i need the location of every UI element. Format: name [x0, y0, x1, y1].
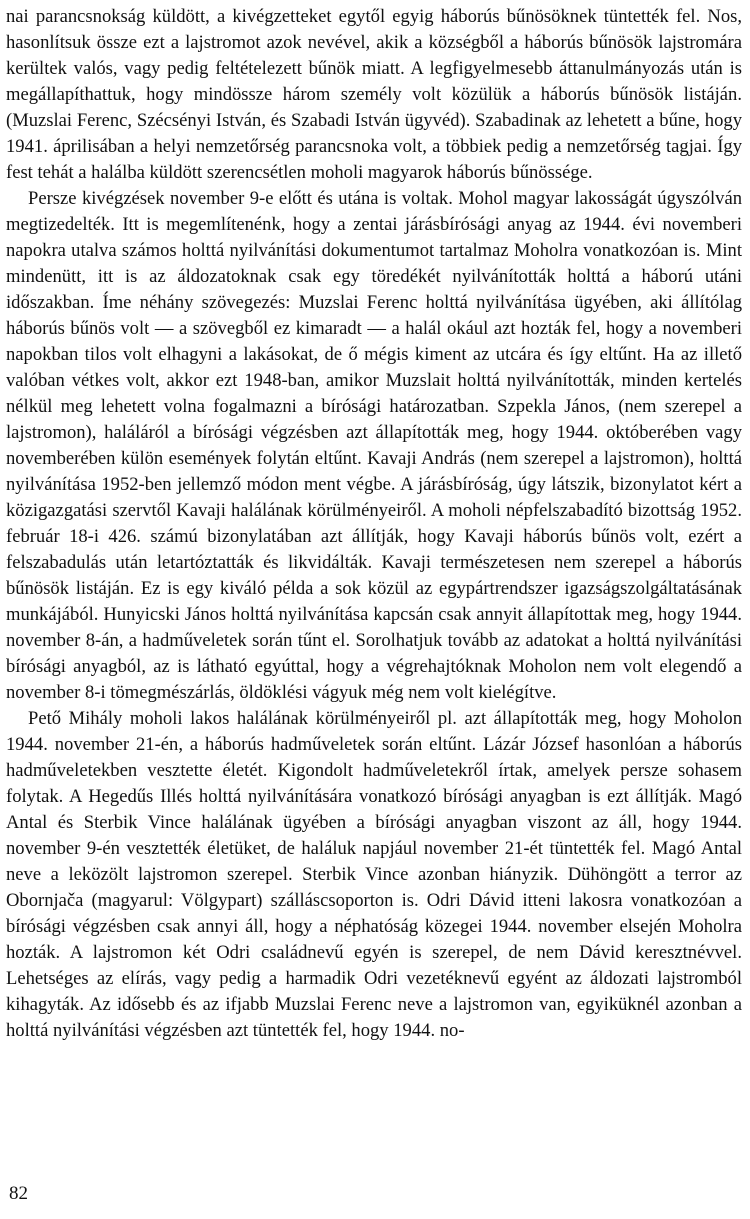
page-body: [6, 4, 742, 1044]
paragraph-2: Persze kivégzések november 9-e előtt és utána is voltak. Mohol magyar lakosságát úgyszólván megtizedelték. Itt is megemlítenénk, hogy a zentai járásbírósági anyag az 1944. évi novemberi napokra utalva számos holttá nyilvánítási dokumentumot tartalmaz Moholra vonatkozóan is. Mint mindenütt, itt is az áldozatoknak csak egy töredékét nyilvánították holttá a háború utáni időszakban. Íme néhány szövegezés: Muzslai Ferenc holttá nyilvánítása ügyében, aki állítólag háborús bűnös volt — a szövegből ez kimaradt — a halál okául azt hozták fel, hogy a novemberi napokban tilos volt elhagyni a lakásokat, de ő mégis kiment az utcára és így eltűnt. Ha az illető valóban vétkes volt, akkor ezt 1948-ban, amikor Muzslait holttá nyilvánították, minden kertelés nélkül meg lehetett volna fogalmazni a bírósági határozatban. Szpekla János, (nem szerepel a lajstromon), haláláról a bírósági végzésben azt állapították meg, hogy 1944. októberében vagy novemberében külön események folytán eltűnt. Kavaji András (nem szerepel a lajstromon), holttá nyilvánítása 1952-ben jellemző módon ment végbe. A járásbíróság, úgy látszik, bizonylatot kért a közigazgatási szervtől Kavaji halálának körülményeiről. A moholi népfelszabadító bizottság 1952. február 18-i 426. számú bizonylatában azt állítják, hogy Kavaji háborús bűnös volt, ezért a felszabadulás után letartóztatták és likvidálták. Kavaji természetesen nem szerepel a háborús bűnösök listáján. Ez is egy kiváló példa a sok közül az egypártrendszer igazságszolgáltatásának munkájából. Hunyicski János holttá nyilvánítása kapcsán csak annyit állapítottak meg, hogy 1944. november 8-án, a hadműveletek során tűnt el. Sorolhatjuk tovább az adatokat a holttá nyilvánítási bírósági anyagból, az is látható egyúttal, hogy a végrehajtóknak Moholon nem volt elegendő a november 8-i tömegmészárlás, öldöklési vágyuk még nem volt kielégítve.: [6, 188, 742, 703]
page-number: 82: [9, 1183, 28, 1204]
paragraph-1: nai parancsnokság küldött, a kivégzetteket egytől egyig háborús bűnösöknek tüntették fel. Nos, hasonlítsuk össze ezt a lajstromot azok nevével, akik a községből a háborús bűnösök lajstromára kerültek valós, vagy pedig feltételezett bűnök miatt. A legfigyelmesebb áttanulmányozás után is megállapíthattuk, hogy mindössze három személy volt közülük a háborús bűnösök listáján. (Muzslai Ferenc, Szécsényi István, és Szabadi István ügyvéd). Szabadinak az lehetett a bűne, hogy 1941. áprilisában a helyi nemzetőrség parancsnoka volt, a többiek pedig a nemzetőrség tagjai. Így fest tehát a halálba küldött szerencsétlen moholi magyarok háborús bűnössége.: [6, 6, 742, 183]
paragraph-3: Pető Mihály moholi lakos halálának körülményeiről pl. azt állapították meg, hogy Moholon 1944. november 21-én, a háborús hadműveletek során eltűnt. Lázár József hasonlóan a háborús hadműveletekben vesztette életét. Kigondolt hadműveletekről írtak, amelyek persze sohasem folytak. A Hegedűs Illés holttá nyilvánítására vonatkozó bírósági anyagban is ezt állítják. Magó Antal és Sterbik Vince halálának ügyében a bírósági anyagban viszont az áll, hogy 1944. november 9-én vesztették életüket, de haláluk napjául november 21-ét tüntették fel. Magó Antal neve a leközölt lajstromon szerepel. Sterbik Vince azonban hiányzik. Dühöngött a terror az Obornjača (magyarul: Völgypart) szálláscsoporton is. Odri Dávid itteni lakosra vonatkozóan a bírósági végzésben csak annyi áll, hogy a néphatóság közegei 1944. november elsején Moholra hozták. A lajstromon két Odri családnevű egyén is szerepel, de nem Dávid keresztnévvel. Lehetséges az elírás, vagy pedig a harmadik Odri vezetéknevű egyént az áldozati lajstromból kihagyták. Az idősebb és az ifjabb Muzslai Ferenc neve a lajstromon van, egyiküknél azonban a holttá nyilvánítási végzésben azt tüntették fel, hogy 1944. no-: [6, 708, 742, 1041]
